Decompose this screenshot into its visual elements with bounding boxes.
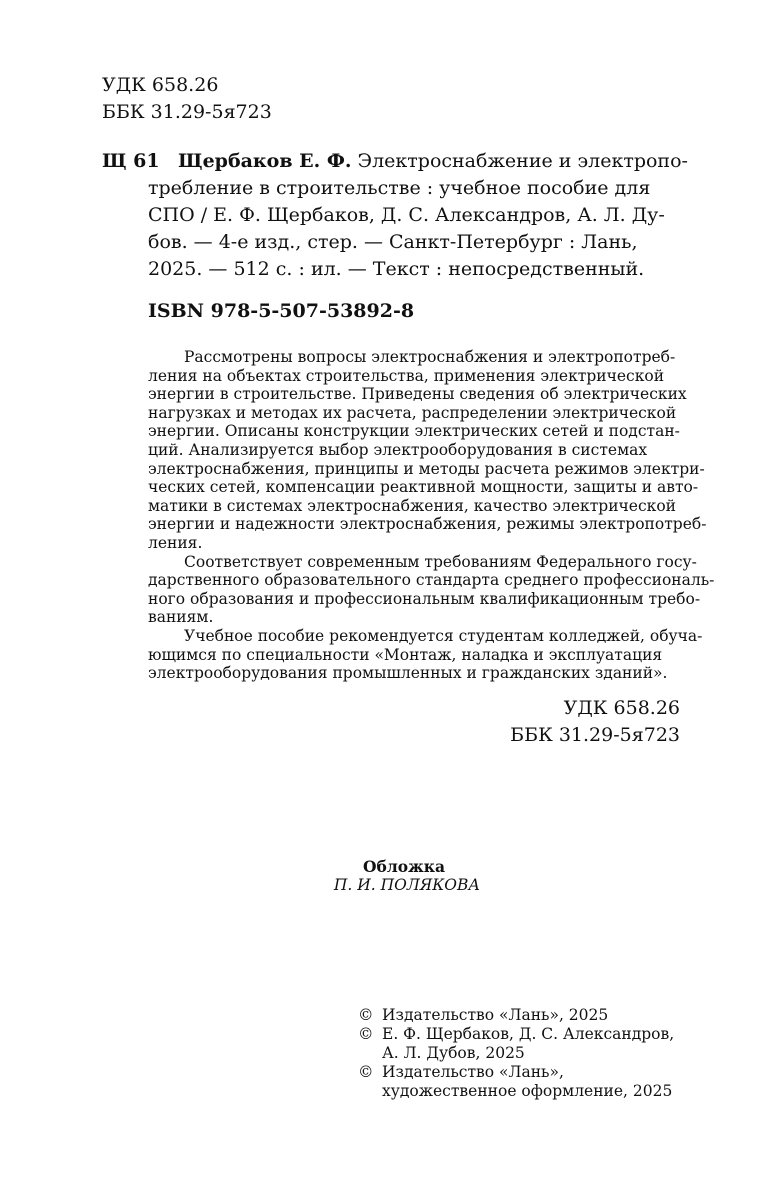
author-name: Щербаков Е. Ф. [178,150,352,172]
copyright-text: Издательство «Лань», [382,1063,564,1081]
abstract-line: энергии. Описаны конструкции электрических сетей и подстан- [148,422,680,441]
author-sign: Щ 61 [102,150,160,172]
udk-code: УДК 658.26 [563,697,680,719]
copyright-icon: © [358,1006,374,1024]
abstract-line: Учебное пособие рекомендуется студентам колледжей, обуча- [184,626,703,645]
isbn: ISBN 978-5-507-53892-8 [148,300,415,322]
bbk-code: ББК 31.29-5я723 [102,101,272,123]
copyright-row [358,1082,674,1101]
abstract-line: ций. Анализируется выбор электрооборудования в системах [148,440,648,459]
copyright-row [358,1044,674,1063]
bib-line-4: бов. — 4-е изд., стер. — Санкт-Петербург : Лань, [148,231,638,253]
abstract-line: ного образования и профессиональным квалификационным требо- [148,589,701,608]
abstract [148,348,715,683]
abstract-line: ющимся по специальности «Монтаж, наладка и эксплуатация [148,645,663,664]
abstract-line: дарственного образовательного стандарта среднего профессиональ- [148,571,715,590]
copyright-text: А. Л. Дубов, 2025 [382,1044,525,1062]
classification-codes-bottom [510,695,680,749]
abstract-line: ления. [148,533,203,552]
title-start: Электроснабжение и электропо- [351,150,688,172]
abstract-line: Соответствует современным требованиям Федерального госу- [184,552,697,571]
cover-designer: П. И. ПОЛЯКОВА [333,876,481,894]
udk-code: УДК 658.26 [102,74,219,96]
copyright-row [358,1025,674,1044]
bib-line-2: требление в строительстве : учебное пособие для [148,177,651,199]
cover-credit [0,857,768,895]
abstract-line: энергии и надежности электроснабжения, режимы электропотреб- [148,515,707,534]
copyright-text: Е. Ф. Щербаков, Д. С. Александров, [382,1025,675,1043]
abstract-line: ления на объектах строительства, применения электрической [148,366,665,385]
copyright-icon: © [358,1025,374,1043]
copyright-icon: © [358,1063,374,1081]
copyright-text: Издательство «Лань», 2025 [382,1006,609,1024]
cover-label: Обложка [363,857,445,876]
abstract-line: Рассмотрены вопросы электроснабжения и электропотреб- [184,348,676,366]
abstract-line: матики в системах электроснабжения, качество электрической [148,496,676,515]
bbk-code: ББК 31.29-5я723 [510,724,680,746]
bib-line-5: 2025. — 512 с. : ил. — Текст : непосредственный. [148,258,645,280]
abstract-line: нагрузках и методах их расчета, распределении электрической [148,403,677,422]
bib-line-1 [178,148,688,175]
abstract-line: электрооборудования промышленных и гражданских зданий». [148,664,668,683]
abstract-line: ческих сетей, компенсации реактивной мощности, защиты и авто- [148,478,699,497]
copyright-row [358,1006,674,1025]
classification-codes-top [102,72,272,126]
copyright-text: художественное оформление, 2025 [382,1082,673,1100]
abstract-line: ваниям. [148,608,214,627]
copyright-block [358,1006,674,1101]
abstract-line: энергии в строительстве. Приведены сведения об электрических [148,385,687,404]
abstract-line: электроснабжения, принципы и методы расчета режимов электри- [148,459,705,478]
bib-line-3: СПО / Е. Ф. Щербаков, Д. С. Александров, А. Л. Ду- [148,204,665,226]
copyright-row [358,1063,674,1082]
